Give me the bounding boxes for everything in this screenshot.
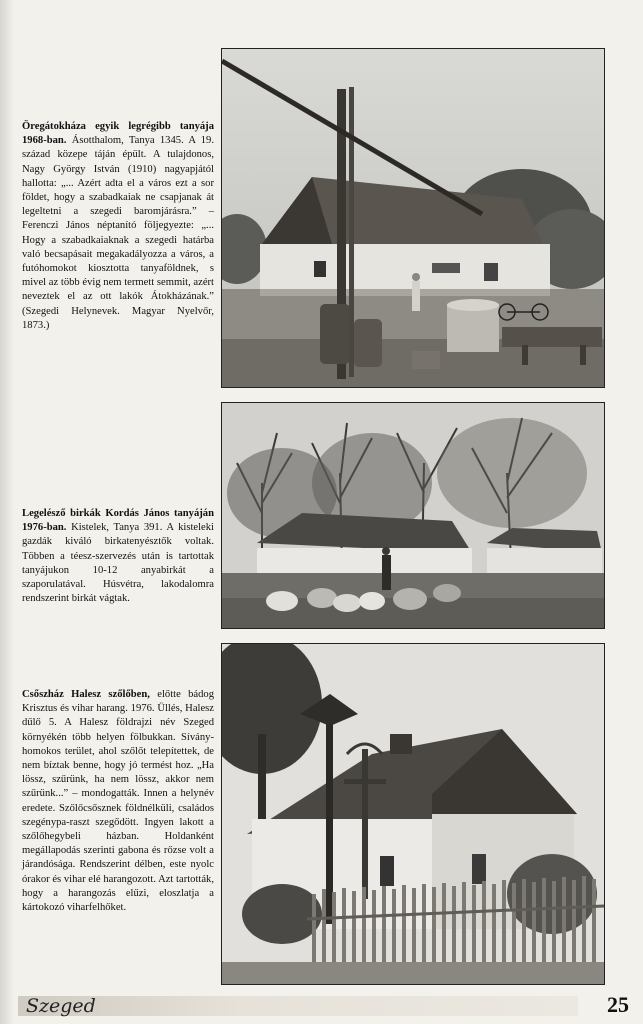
grazing-sheep-image — [222, 403, 604, 628]
caption-3 — [22, 688, 214, 915]
caption-1 — [22, 120, 214, 333]
photo-grazing-sheep — [221, 402, 605, 629]
gutter-shadow — [0, 0, 14, 1024]
caption-3-lead: Csőszház Halesz szőlőben, — [22, 689, 150, 700]
photo-watchman-house — [221, 643, 605, 985]
footer-bar — [18, 996, 578, 1016]
caption-3-body: előtte bádog Krisztus és vihar harang. 1976. Üllés, Halesz dűlő 5. A Halesz földrajzi név Szeged környékén több helyen fölbukkan. Sívány-homokos terület, ahol szőlőt telepítettek, de nem bíztak benne, hogy jó termést hoz. „Ha lössz, szűrünk, ha nem lössz, akkor nem szűrünk...” – mondogatták. Innen a helynév eredete. Szőlőcsősznek földnélküli, családos szegénypa-raszt szegődött. Ingyen lakott a szőlőhegybeli házban. Holdanként megállapodás szerinti gabona és rőzse volt a járandósága. Rendszerint délben, este nyolc órakor és vihar elé harangozott. Azt tartották, hogy a harangozás elűzi, eloszlatja a kártokozó viharfelhőket. — [22, 689, 214, 914]
footer-title: Szeged — [26, 995, 96, 1017]
page-number: 25 — [607, 992, 629, 1017]
caption-2-lead: Legelésző birkák Kordás János tanyáján 1976-ban. — [22, 508, 214, 534]
watchman-house-image — [222, 644, 604, 984]
caption-2-body: Kistelek, Tanya 391. A kisteleki gazdák kiváló birkatenyésztők voltak. Többen a téesz-szervezés után is tartottak tanyájukon 10-12 anyabirkát a szaporulatával. Húsvétra, lakodalomra rendszerint birkát vágtak. — [22, 522, 214, 605]
farmhouse-well-image — [222, 49, 604, 387]
photo-farmhouse-well — [221, 48, 605, 388]
caption-1-body: Ásotthalom, Tanya 1345. A 19. század közepe táján épült. A tulajdonos, Nagy György István (1910) nagyapjától hallotta: „... Azért adta el a város ezt a sor földet, hogy a szabadkaiak ne csapjanak át legeltetni a szegedi baromjárásra.” – Ferenczi János néptanító följegyezte: „... Hogy a szabadkaiaknak a szegedi határba való becsapásait megakadályozza a város, a futóhomokot kiosztotta tanyaföldnek, s mivel az több évig nem termett semmit, azért neveztek el az ott lakók Átokházának.” (Szegedi Helynevek. Magyar Nyelvőr, 1873.) — [22, 135, 214, 331]
caption-1-lead: Öregátokháza egyik legrégibb tanyája 1968-ban. — [22, 121, 214, 147]
caption-2 — [22, 507, 214, 606]
